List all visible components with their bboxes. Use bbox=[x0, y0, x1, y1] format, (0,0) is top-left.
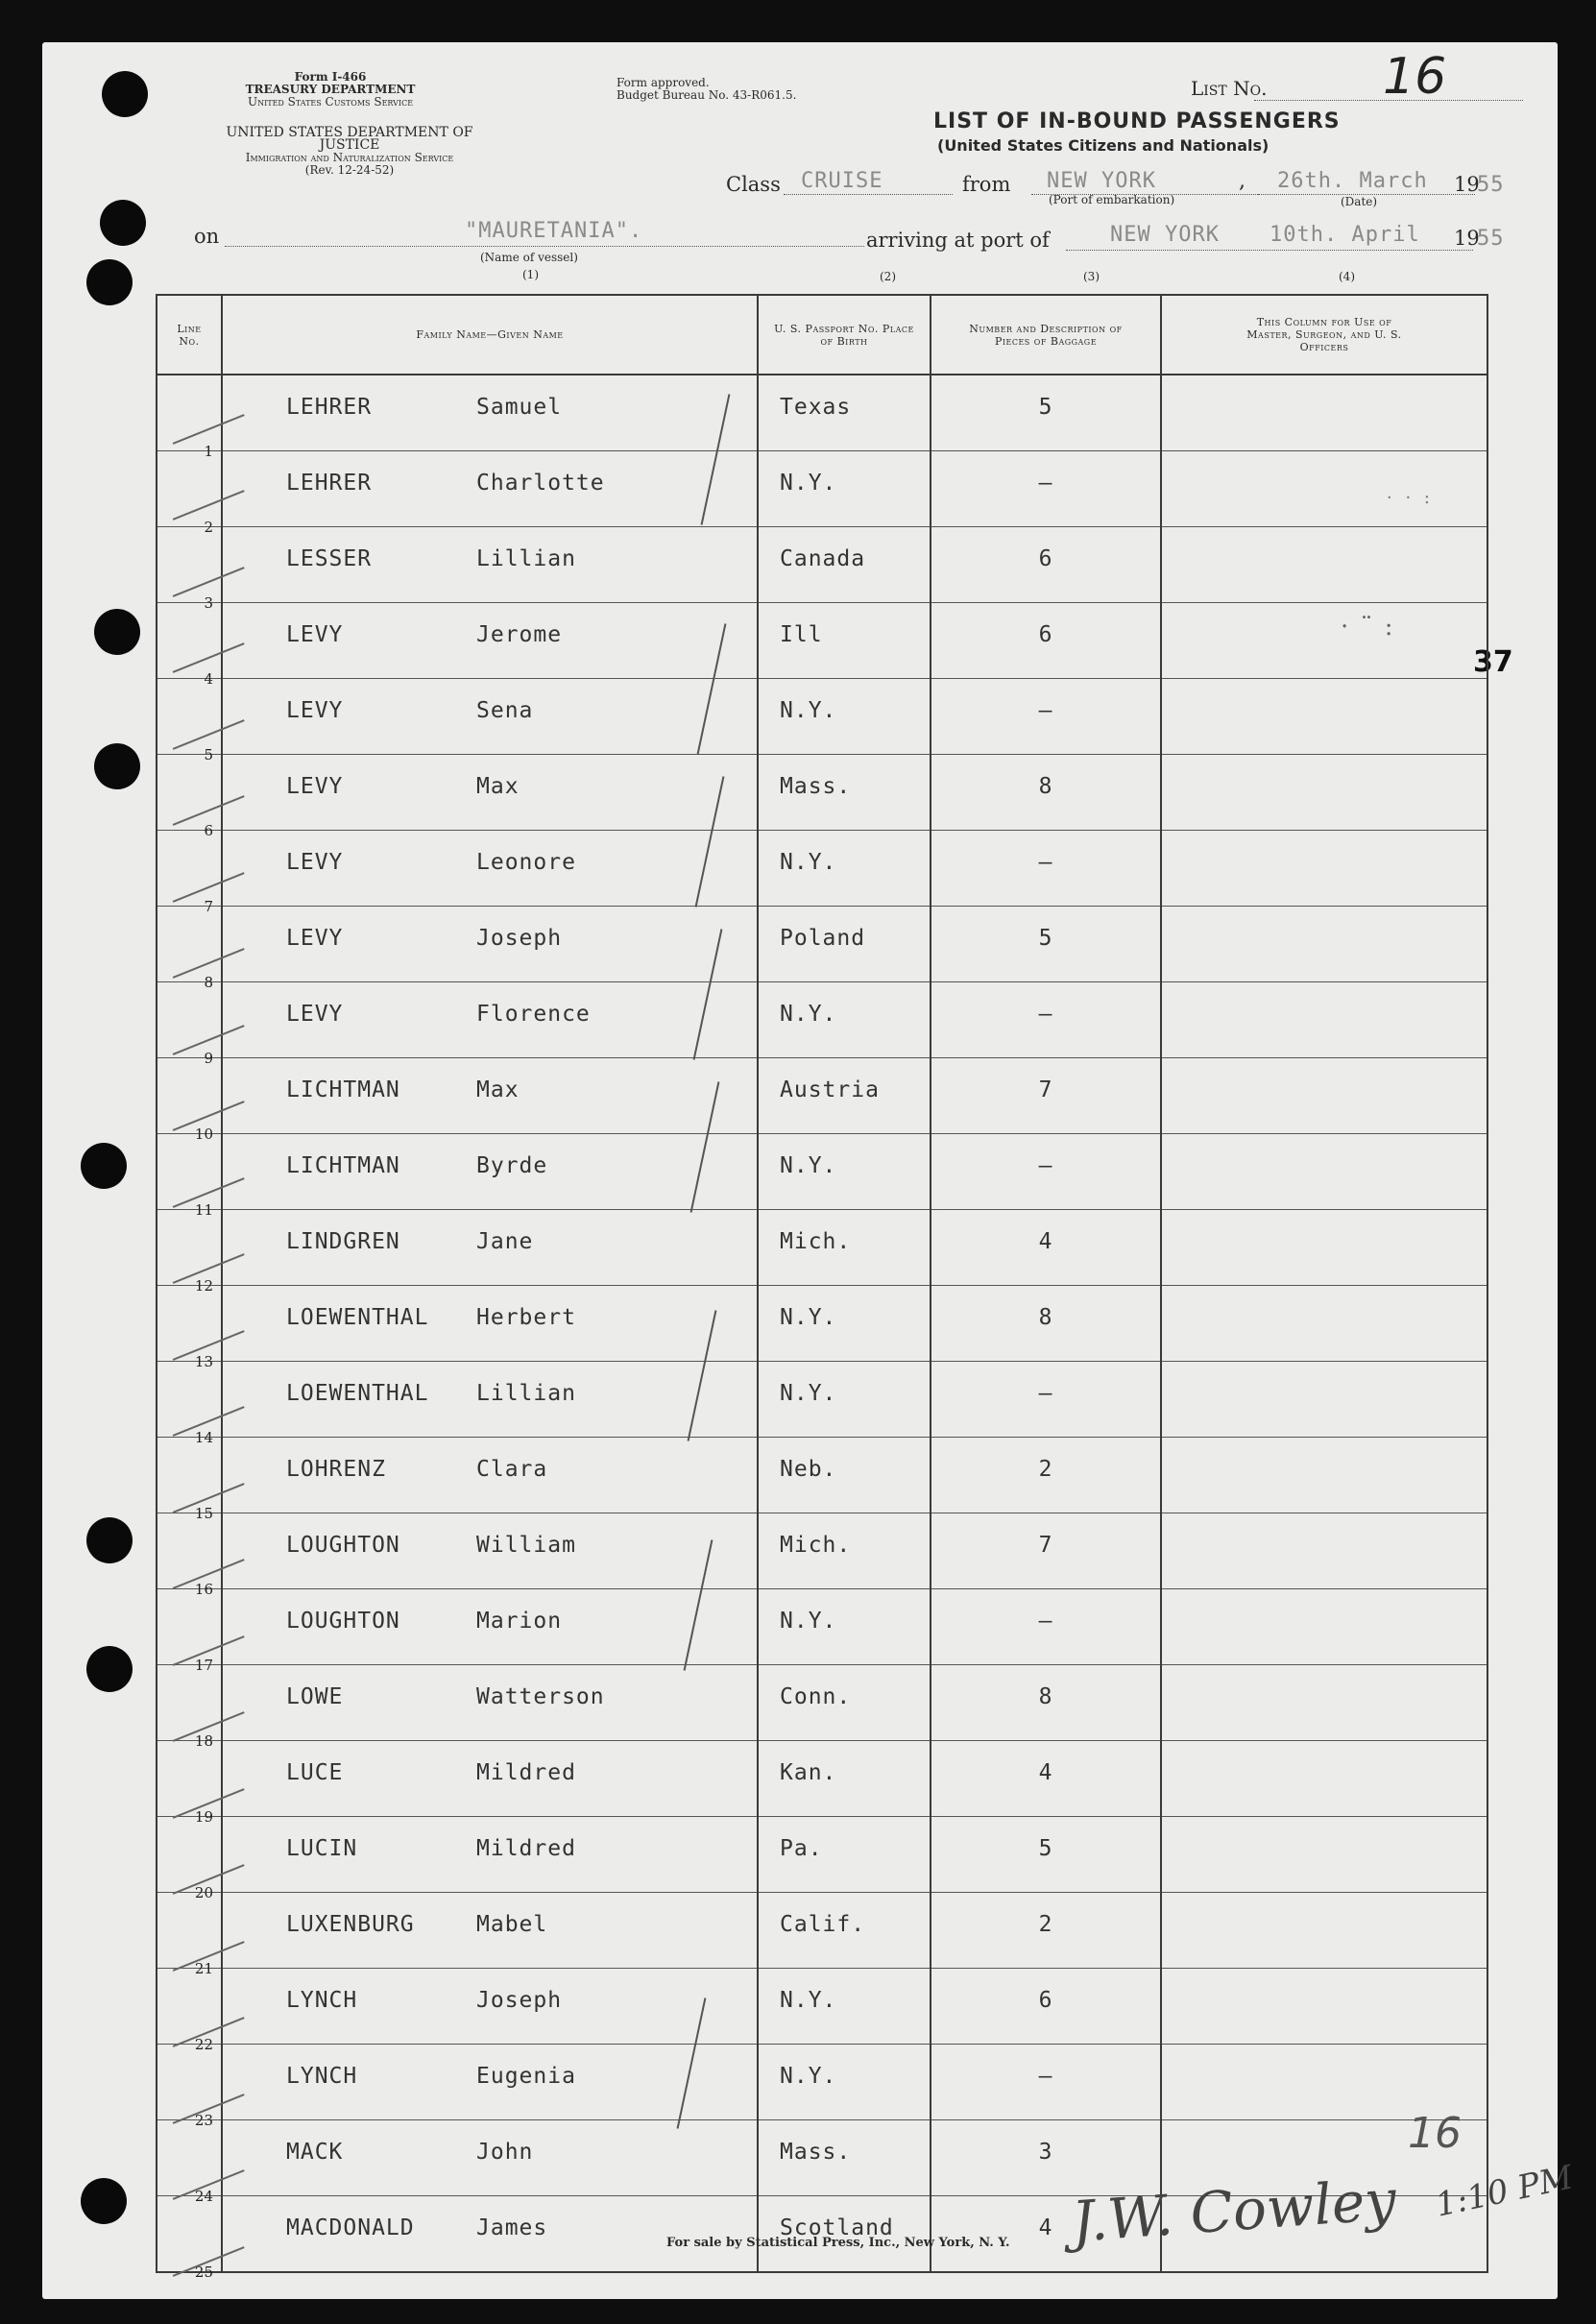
vessel-name: "MAURETANIA". bbox=[465, 219, 643, 243]
officer-use-cell bbox=[1161, 1969, 1487, 2045]
officer-use-cell bbox=[1161, 982, 1487, 1058]
arrival-port: NEW YORK bbox=[1110, 223, 1220, 247]
table-row bbox=[157, 451, 1487, 527]
line-number: 25 bbox=[194, 2263, 213, 2281]
from-value: NEW YORK bbox=[1047, 169, 1156, 193]
given-name: John bbox=[476, 2140, 534, 2165]
form-subtitle: (United States Citizens and Nationals) bbox=[937, 136, 1270, 155]
given-name: Lillian bbox=[476, 546, 576, 571]
given-name: Jane bbox=[476, 1229, 534, 1254]
approval-block bbox=[617, 77, 796, 102]
baggage-count: – bbox=[1038, 1609, 1053, 1634]
punch-hole bbox=[86, 1517, 133, 1563]
baggage-count: 4 bbox=[1038, 1229, 1053, 1254]
family-name: LICHTMAN bbox=[286, 1077, 400, 1102]
punch-hole bbox=[81, 1143, 127, 1189]
place-of-birth: Scotland bbox=[780, 2215, 894, 2240]
family-name: LEVY bbox=[286, 698, 344, 723]
form-title: LIST OF IN-BOUND PASSENGERS bbox=[933, 109, 1341, 133]
baggage-count: 6 bbox=[1038, 622, 1053, 647]
caption-3: (3) bbox=[1083, 270, 1100, 283]
family-name: LUXENBURG bbox=[286, 1912, 415, 1937]
officer-use-cell bbox=[1161, 1665, 1487, 1741]
baggage-count: – bbox=[1038, 471, 1053, 496]
printer-footer: For sale by Statistical Press, Inc., New York, N. Y. bbox=[666, 2236, 1010, 2250]
officer-use-cell bbox=[1161, 755, 1487, 831]
family-name: LEVY bbox=[286, 926, 344, 951]
place-of-birth: N.Y. bbox=[780, 471, 837, 496]
baggage-count: – bbox=[1038, 1002, 1053, 1027]
place-of-birth: Conn. bbox=[780, 1684, 852, 1709]
line-number: 9 bbox=[204, 1050, 213, 1067]
line-number: 16 bbox=[194, 1581, 213, 1598]
place-of-birth: Mass. bbox=[780, 774, 852, 799]
officer-use-cell bbox=[1161, 375, 1487, 451]
passenger-table bbox=[156, 294, 1488, 2281]
baggage-count: 2 bbox=[1038, 1912, 1053, 1937]
baggage-count: 8 bbox=[1038, 1305, 1053, 1330]
col-baggage-header: Number and Description of Pieces of Baggage bbox=[969, 322, 1123, 348]
given-name: Max bbox=[476, 1077, 520, 1102]
given-name: James bbox=[476, 2215, 548, 2240]
baggage-count: 6 bbox=[1038, 1988, 1053, 2013]
table-row bbox=[157, 603, 1487, 679]
punch-hole bbox=[94, 743, 140, 789]
table-row bbox=[157, 1817, 1487, 1893]
bottom-number: 16 bbox=[1408, 2109, 1462, 2158]
officer-use-cell bbox=[1161, 1210, 1487, 1286]
caption-1: (1) bbox=[522, 268, 539, 281]
punch-hole bbox=[86, 1646, 133, 1692]
place-of-birth: Canada bbox=[780, 546, 866, 571]
agency-block-2 bbox=[196, 127, 503, 177]
table-row bbox=[157, 1286, 1487, 1362]
officer-use-cell bbox=[1161, 1513, 1487, 1589]
baggage-count: – bbox=[1038, 850, 1053, 875]
place-of-birth: N.Y. bbox=[780, 2064, 837, 2089]
table-row bbox=[157, 1513, 1487, 1589]
table-row bbox=[157, 1210, 1487, 1286]
officer-use-cell bbox=[1161, 1438, 1487, 1513]
given-name: Watterson bbox=[476, 1684, 605, 1709]
given-name: Sena bbox=[476, 698, 534, 723]
family-name: LUCE bbox=[286, 1760, 344, 1785]
caption-4: (4) bbox=[1339, 270, 1355, 283]
officer-use-cell bbox=[1161, 1362, 1487, 1438]
punch-hole bbox=[100, 200, 146, 246]
class-value: CRUISE bbox=[801, 169, 883, 193]
place-of-birth: N.Y. bbox=[780, 1988, 837, 2013]
place-of-birth: Mich. bbox=[780, 1533, 852, 1558]
family-name: LOEWENTHAL bbox=[286, 1305, 429, 1330]
family-name: LICHTMAN bbox=[286, 1153, 400, 1178]
place-of-birth: Ill bbox=[780, 622, 823, 647]
place-of-birth: N.Y. bbox=[780, 850, 837, 875]
table-row bbox=[157, 1134, 1487, 1210]
given-name: Leonore bbox=[476, 850, 576, 875]
family-name: LUCIN bbox=[286, 1836, 358, 1861]
col-name-header: Family Name—Given Name bbox=[416, 328, 564, 341]
from-label: from bbox=[962, 173, 1011, 196]
officer-use-cell bbox=[1161, 527, 1487, 603]
year-prefix-1: 19 bbox=[1454, 173, 1480, 196]
place-of-birth: Pa. bbox=[780, 1836, 823, 1861]
year-suffix-1: 55 bbox=[1477, 173, 1505, 197]
col-line-header: Line No. bbox=[177, 322, 202, 348]
line-number: 14 bbox=[194, 1429, 213, 1446]
family-name: LOEWENTHAL bbox=[286, 1381, 429, 1406]
line-number: 15 bbox=[194, 1505, 213, 1522]
officer-signature: J.W. Cowley bbox=[1070, 2167, 1399, 2255]
line-number: 18 bbox=[194, 1732, 213, 1750]
caption-2: (2) bbox=[880, 270, 896, 283]
table-row bbox=[157, 2045, 1487, 2120]
given-name: Mildred bbox=[476, 1836, 576, 1861]
family-name: LOHRENZ bbox=[286, 1457, 386, 1482]
table-row bbox=[157, 527, 1487, 603]
family-name: LOUGHTON bbox=[286, 1533, 400, 1558]
family-name: LEVY bbox=[286, 622, 344, 647]
punch-hole bbox=[102, 71, 148, 117]
line-number: 23 bbox=[194, 2112, 213, 2129]
place-of-birth: Calif. bbox=[780, 1912, 866, 1937]
officer-use-cell bbox=[1161, 1741, 1487, 1817]
baggage-count: 5 bbox=[1038, 1836, 1053, 1861]
officer-use-cell bbox=[1161, 831, 1487, 907]
punch-hole bbox=[81, 2178, 127, 2224]
baggage-count: 8 bbox=[1038, 1684, 1053, 1709]
table-row bbox=[157, 1589, 1487, 1665]
date-caption: (Date) bbox=[1341, 195, 1378, 208]
family-name: LOUGHTON bbox=[286, 1609, 400, 1634]
list-number: 16 bbox=[1383, 48, 1447, 106]
given-name: Mabel bbox=[476, 1912, 548, 1937]
line-number: 3 bbox=[204, 594, 213, 612]
agency-customs: United States Customs Service bbox=[247, 95, 414, 109]
given-name: Eugenia bbox=[476, 2064, 576, 2089]
table-row bbox=[157, 1438, 1487, 1513]
line-number: 7 bbox=[204, 898, 213, 915]
given-name: Mildred bbox=[476, 1760, 576, 1785]
table-row bbox=[157, 831, 1487, 907]
table-header bbox=[157, 295, 1487, 375]
table-row bbox=[157, 1893, 1487, 1969]
given-name: Joseph bbox=[476, 1988, 563, 2013]
family-name: LEVY bbox=[286, 1002, 344, 1027]
approval-line-1: Form approved. bbox=[617, 76, 710, 89]
line-number: 11 bbox=[194, 1201, 213, 1219]
officer-use-cell bbox=[1161, 1893, 1487, 1969]
signature-time: 1:10 PM bbox=[1432, 2158, 1577, 2225]
table-row bbox=[157, 982, 1487, 1058]
family-name: LOWE bbox=[286, 1684, 344, 1709]
place-of-birth: Kan. bbox=[780, 1760, 837, 1785]
given-name: William bbox=[476, 1533, 576, 1558]
vessel-caption: (Name of vessel) bbox=[480, 251, 578, 264]
line-number: 21 bbox=[194, 1960, 213, 1977]
side-number: 37 bbox=[1473, 645, 1513, 679]
family-name: MACDONALD bbox=[286, 2215, 415, 2240]
line-number: 4 bbox=[204, 670, 213, 688]
family-name: LEHRER bbox=[286, 395, 373, 420]
line-number: 1 bbox=[204, 443, 213, 460]
line-number: 19 bbox=[194, 1808, 213, 1826]
line-number: 6 bbox=[204, 822, 213, 839]
line-number: 10 bbox=[194, 1126, 213, 1143]
baggage-count: 2 bbox=[1038, 1457, 1053, 1482]
baggage-count: 7 bbox=[1038, 1533, 1053, 1558]
officer-use-cell bbox=[1161, 1058, 1487, 1134]
table-row bbox=[157, 907, 1487, 982]
line-number: 24 bbox=[194, 2188, 213, 2205]
line-number: 17 bbox=[194, 1657, 213, 1674]
baggage-count: 4 bbox=[1038, 2215, 1053, 2240]
table-row bbox=[157, 375, 1487, 451]
place-of-birth: N.Y. bbox=[780, 1305, 837, 1330]
approval-line-2: Budget Bureau No. 43-R061.5. bbox=[617, 88, 797, 102]
baggage-count: – bbox=[1038, 1153, 1053, 1178]
list-no-label: List No. bbox=[1191, 77, 1268, 100]
family-name: LESSER bbox=[286, 546, 373, 571]
given-name: Florence bbox=[476, 1002, 591, 1027]
baggage-count: 4 bbox=[1038, 1760, 1053, 1785]
from-caption: (Port of embarkation) bbox=[1049, 193, 1175, 206]
given-name: Samuel bbox=[476, 395, 563, 420]
place-of-birth: N.Y. bbox=[780, 1381, 837, 1406]
agency-block bbox=[196, 71, 465, 109]
table-row bbox=[157, 755, 1487, 831]
col-officers-header: This Column for Use of Master, Surgeon, and U. S. Officers bbox=[1246, 316, 1402, 353]
place-of-birth: N.Y. bbox=[780, 698, 837, 723]
embark-date: 26th. March bbox=[1277, 169, 1428, 193]
baggage-count: – bbox=[1038, 1381, 1053, 1406]
place-of-birth: Texas bbox=[780, 395, 852, 420]
table-row bbox=[157, 1362, 1487, 1438]
agency-justice: UNITED STATES DEPARTMENT OF JUSTICE bbox=[226, 125, 473, 153]
given-name: Charlotte bbox=[476, 471, 605, 496]
arriving-label: arriving at port of bbox=[866, 229, 1050, 252]
given-name: Clara bbox=[476, 1457, 548, 1482]
agency-treasury: TREASURY DEPARTMENT bbox=[245, 83, 416, 96]
officer-use-cell bbox=[1161, 679, 1487, 755]
officer-use-cell bbox=[1161, 451, 1487, 527]
baggage-count: – bbox=[1038, 2064, 1053, 2089]
table-row bbox=[157, 679, 1487, 755]
line-number: 2 bbox=[204, 519, 213, 536]
place-of-birth: Mass. bbox=[780, 2140, 852, 2165]
officer-use-cell bbox=[1161, 603, 1487, 679]
baggage-count: 5 bbox=[1038, 395, 1053, 420]
place-of-birth: Austria bbox=[780, 1077, 880, 1102]
baggage-count: 8 bbox=[1038, 774, 1053, 799]
form-name: Form I-466 bbox=[294, 70, 367, 84]
table-row bbox=[157, 1058, 1487, 1134]
year-prefix-2: 19 bbox=[1454, 227, 1480, 250]
place-of-birth: Neb. bbox=[780, 1457, 837, 1482]
place-of-birth: Mich. bbox=[780, 1229, 852, 1254]
family-name: LYNCH bbox=[286, 2064, 358, 2089]
place-of-birth: N.Y. bbox=[780, 1002, 837, 1027]
punch-hole bbox=[94, 609, 140, 655]
baggage-count: 7 bbox=[1038, 1077, 1053, 1102]
given-name: Byrde bbox=[476, 1153, 548, 1178]
manifest-sheet: Form I-466 TREASURY DEPARTMENT United States Customs Service UNITED STATES DEPARTMENT OF JUSTICE Immigration and Naturalization Service (Rev. 12-24-52) Form approved. Budget Bureau No. 43-R061.5. List No. 16 LIST OF IN-BOUND PASSENGERS (United States Citizens and Nationals) Class CRUISE from NEW YORK (Port of embarkation) , 26th. March (Date) 19 55 on "MAURETANIA". (Name of vessel) (1) arriving at port of (2) NEW YORK (3) 10th. April (4) 19 55 37 · ¨ : · · : bbox=[42, 42, 1558, 2299]
place-of-birth: N.Y. bbox=[780, 1153, 837, 1178]
line-number: 5 bbox=[204, 746, 213, 763]
line-number: 12 bbox=[194, 1277, 213, 1295]
given-name: Marion bbox=[476, 1609, 563, 1634]
given-name: Max bbox=[476, 774, 520, 799]
given-name: Lillian bbox=[476, 1381, 576, 1406]
baggage-count: 3 bbox=[1038, 2140, 1053, 2165]
class-label: Class bbox=[726, 173, 781, 196]
officer-use-cell bbox=[1161, 1134, 1487, 1210]
officer-use-cell bbox=[1161, 1589, 1487, 1665]
line-number: 22 bbox=[194, 2036, 213, 2053]
given-name: Joseph bbox=[476, 926, 563, 951]
given-name: Herbert bbox=[476, 1305, 576, 1330]
line-number: 20 bbox=[194, 1884, 213, 1901]
agency-ins: Immigration and Naturalization Service bbox=[245, 151, 454, 164]
family-name: LEVY bbox=[286, 774, 344, 799]
arrival-date: 10th. April bbox=[1270, 223, 1420, 247]
year-suffix-2: 55 bbox=[1477, 227, 1505, 251]
family-name: LEVY bbox=[286, 850, 344, 875]
officer-use-cell bbox=[1161, 907, 1487, 982]
officer-use-cell bbox=[1161, 1286, 1487, 1362]
given-name: Jerome bbox=[476, 622, 563, 647]
family-name: MACK bbox=[286, 2140, 344, 2165]
officer-use-cell bbox=[1161, 1817, 1487, 1893]
table-row bbox=[157, 1741, 1487, 1817]
baggage-count: – bbox=[1038, 698, 1053, 723]
table-row bbox=[157, 1969, 1487, 2045]
line-number: 8 bbox=[204, 974, 213, 991]
baggage-count: 5 bbox=[1038, 926, 1053, 951]
place-of-birth: Poland bbox=[780, 926, 866, 951]
revision: (Rev. 12-24-52) bbox=[304, 163, 395, 177]
family-name: LYNCH bbox=[286, 1988, 358, 2013]
table-row bbox=[157, 1665, 1487, 1741]
family-name: LINDGREN bbox=[286, 1229, 400, 1254]
baggage-count: 6 bbox=[1038, 546, 1053, 571]
col-passport-header: U. S. Passport No. Place of Birth bbox=[774, 322, 914, 348]
family-name: LEHRER bbox=[286, 471, 373, 496]
line-number: 13 bbox=[194, 1353, 213, 1370]
place-of-birth: N.Y. bbox=[780, 1609, 837, 1634]
on-label: on bbox=[194, 225, 220, 248]
punch-hole bbox=[86, 259, 133, 305]
